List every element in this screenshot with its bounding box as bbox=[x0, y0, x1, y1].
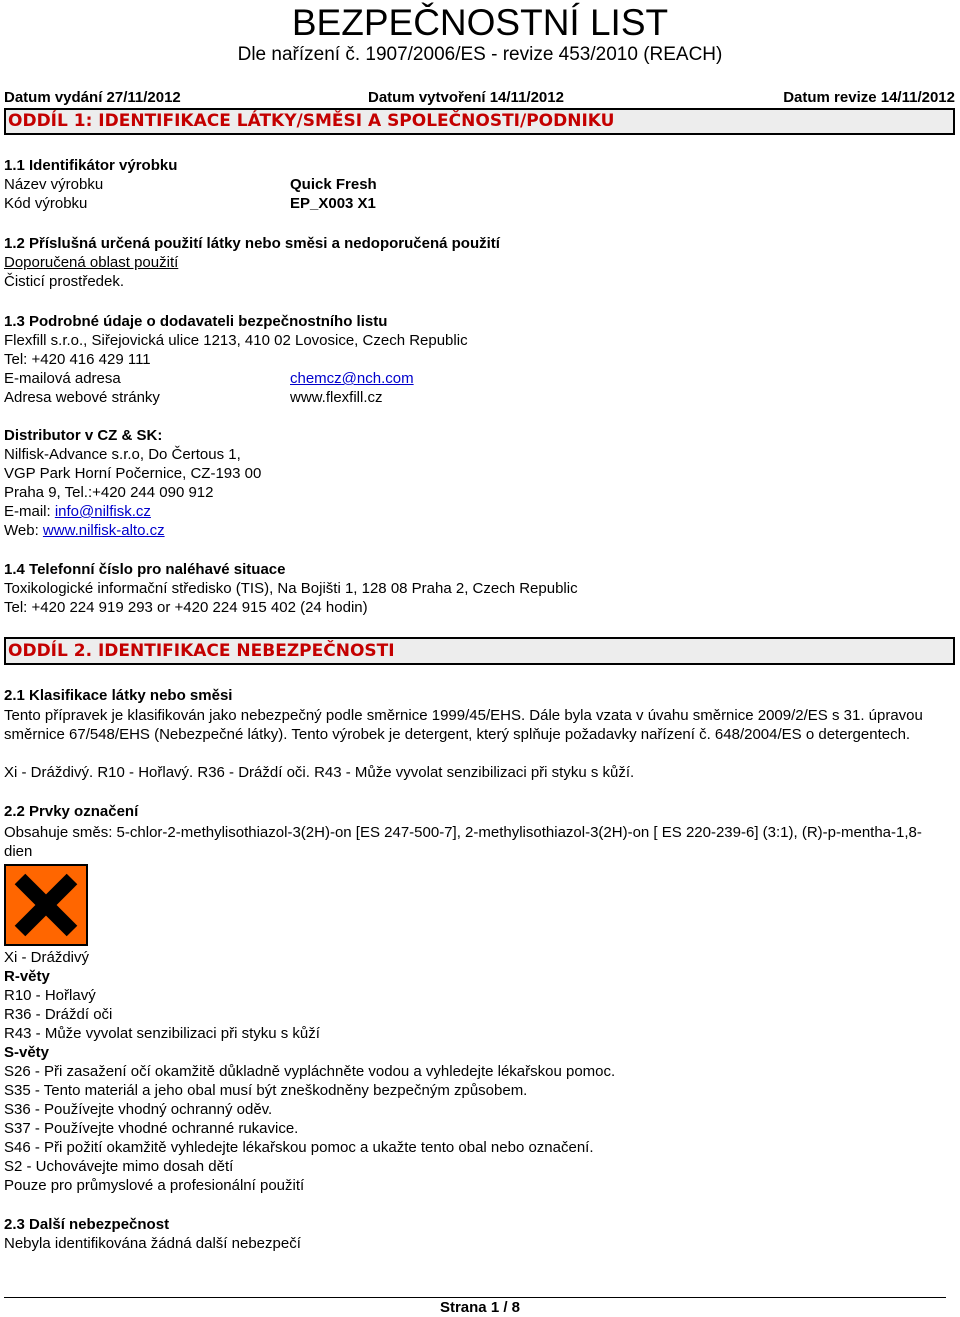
usage-note: Pouze pro průmyslové a profesionální použití bbox=[4, 1177, 305, 1194]
web-value: www.flexfill.cz bbox=[290, 389, 383, 406]
distributor-web-row bbox=[4, 521, 165, 540]
s14-title: 1.4 Telefonní číslo pro naléhavé situace bbox=[4, 561, 286, 578]
s-phrase: S37 - Používejte vhodné ochranné rukavice. bbox=[4, 1120, 299, 1137]
product-code-value: EP_X003 X1 bbox=[290, 195, 376, 212]
email-label: E-mailová adresa bbox=[4, 370, 121, 387]
s-phrase: S46 - Při požití okamžitě vyhledejte lékařskou pomoc a ukažte tento obal nebo označení. bbox=[4, 1139, 594, 1156]
distributor-line-1: Nilfisk-Advance s.r.o, Do Čertous 1, bbox=[4, 446, 241, 463]
email-link[interactable]: chemcz@nch.com bbox=[290, 370, 414, 387]
r-phrases-title: R-věty bbox=[4, 968, 50, 985]
supplier-address: Flexfill s.r.o., Siřejovická ulice 1213, 410 02 Lovosice, Czech Republic bbox=[4, 332, 468, 349]
s-phrase: S36 - Používejte vhodný ochranný oděv. bbox=[4, 1101, 273, 1118]
supplier-tel: Tel: +420 416 429 111 bbox=[4, 351, 151, 368]
document-subtitle: Dle nařízení č. 1907/2006/ES - revize 453/2010 (REACH) bbox=[237, 44, 723, 65]
distributor-email-link[interactable]: info@nilfisk.cz bbox=[54, 503, 151, 520]
pictogram-label: Xi - Dráždivý bbox=[4, 949, 90, 966]
r-phrase: R10 - Hořlavý bbox=[4, 987, 96, 1004]
s13-title: 1.3 Podrobné údaje o dodavateli bezpečnostního listu bbox=[4, 313, 388, 330]
s-phrase: S2 - Uchovávejte mimo dosah dětí bbox=[4, 1158, 234, 1175]
s22-title: 2.2 Prvky označení bbox=[4, 803, 139, 820]
page-number: Strana 1 / 8 bbox=[439, 1299, 521, 1316]
r-phrase: R43 - Může vyvolat senzibilizaci při styku s kůží bbox=[4, 1025, 320, 1042]
distributor-email-row bbox=[4, 502, 151, 521]
date-created: Datum vytvoření 14/11/2012 bbox=[368, 89, 564, 106]
s21-classification: Xi - Dráždivý. R10 - Hořlavý. R36 - Dráždí oči. R43 - Může vyvolat senzibilizaci při styku s kůží. bbox=[4, 764, 635, 781]
section-2-heading: ODDÍL 2. IDENTIFIKACE NEBEZPEČNOSTI bbox=[4, 637, 955, 665]
s22-contains: Obsahuje směs: 5-chlor-2-methylisothiazol-3(2H)-on [ES 247-500-7], 2-methylisothiazol-3(2H)-on [ ES 220-239-6] (3:1), (R)-p-mentha-1,8-dien bbox=[4, 824, 922, 860]
s-phrases-title: S-věty bbox=[4, 1044, 50, 1061]
distributor-line-3: Praha 9, Tel.:+420 244 090 912 bbox=[4, 484, 214, 501]
product-name-label: Název výrobku bbox=[4, 176, 104, 193]
web-label: Adresa webové stránky bbox=[4, 389, 160, 406]
distributor-web-prefix: Web: bbox=[4, 522, 43, 539]
product-code-label: Kód výrobku bbox=[4, 195, 88, 212]
s-phrase: S35 - Tento materiál a jeho obal musí být zneškodněny bezpečným způsobem. bbox=[4, 1082, 528, 1099]
s12-title: 1.2 Příslušná určená použití látky nebo směsi a nedoporučená použití bbox=[4, 235, 500, 252]
distributor-line-2: VGP Park Horní Počernice, CZ-193 00 bbox=[4, 465, 262, 482]
product-name-value: Quick Fresh bbox=[290, 176, 377, 193]
irritant-x-pictogram-icon bbox=[4, 864, 88, 946]
document-title: BEZPEČNOSTNÍ LIST bbox=[291, 2, 669, 43]
distributor-title: Distributor v CZ & SK: bbox=[4, 427, 163, 444]
s21-title: 2.1 Klasifikace látky nebo směsi bbox=[4, 687, 233, 704]
s23-title: 2.3 Další nebezpečnost bbox=[4, 1216, 170, 1233]
s-phrase: S26 - Při zasažení očí okamžitě důkladně vypláchněte vodou a vyhledejte lékařskou pomoc. bbox=[4, 1063, 616, 1080]
s14-line-1: Toxikologické informační středisko (TIS), Na Bojišti 1, 128 08 Praha 2, Czech Republic bbox=[4, 580, 578, 597]
s12-text: Čisticí prostředek. bbox=[4, 273, 125, 290]
s21-text: Tento přípravek je klasifikován jako nebezpečný podle směrnice 1999/45/EHS. Dále byla vzata v úvahu směrnice 2009/2/ES s 31. úpravou směrnice 67/548/EHS (Nebezpečné látky). Tento výrobek je detergent, který splňuje požadavky nařízení č. 648/2004/ES o detergentech. bbox=[4, 707, 923, 743]
r-phrase: R36 - Dráždí oči bbox=[4, 1006, 113, 1023]
date-issued: Datum vydání 27/11/2012 bbox=[4, 89, 181, 106]
s11-title: 1.1 Identifikátor výrobku bbox=[4, 157, 178, 174]
distributor-web-link[interactable]: www.nilfisk-alto.cz bbox=[42, 522, 165, 539]
section-1-heading: ODDÍL 1: IDENTIFIKACE LÁTKY/SMĚSI A SPOLEČNOSTI/PODNIKU bbox=[4, 108, 955, 135]
s12-subtitle: Doporučená oblast použití bbox=[4, 254, 179, 271]
date-revised: Datum revize 14/11/2012 bbox=[783, 89, 955, 106]
s23-text: Nebyla identifikována žádná další nebezpečí bbox=[4, 1235, 301, 1252]
s14-line-2: Tel: +420 224 919 293 or +420 224 915 402 (24 hodin) bbox=[4, 599, 368, 616]
distributor-email-prefix: E-mail: bbox=[4, 503, 55, 520]
